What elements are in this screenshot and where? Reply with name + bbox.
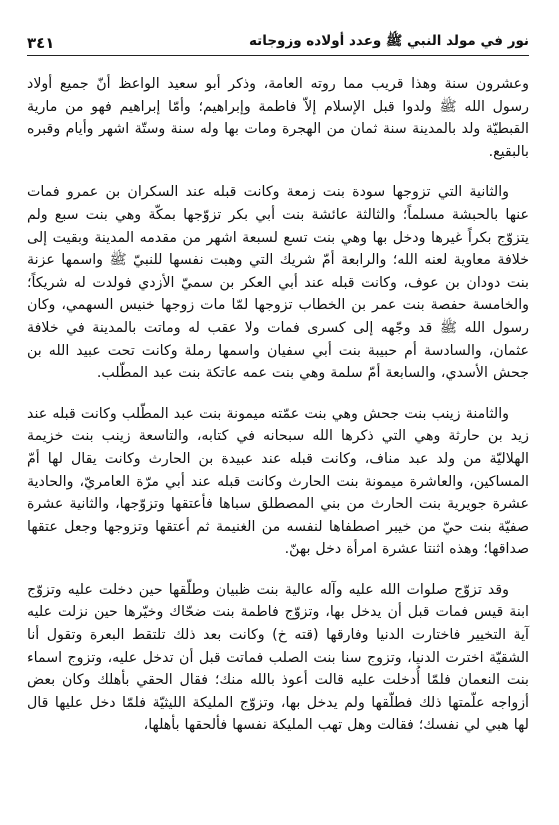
page-header xyxy=(27,28,529,56)
paragraph: والثانية التي تزوجها سودة بنت زمعة وكانت قبله عند السكران بن عمرو فمات عنها بالحبشة مسلماً؛ والثالثة عائشة بنت أبي بكر تزوّجها بمكّة وهي بنت سبع ولم يتزوّج بكراً غيرها ودخل بها وهي بنت تسع لسبعة اشهر من مقدمه المدينة وبقيت إلى خلافة معاوية لعنه الله؛ والرابعة أمّ شريك التي وهبت نفسها للنبيّ ﷺ واسمها عزنة بنت دودان بن عوف، وكانت قبله عند أبي العكر بن سميّ الأزدي فولدت له شريكاً؛ والخامسة حفصة بنت عمر بن الخطاب تزوجها لمّا مات زوجها خنيس السهمي، وكان رسول الله ﷺ قد وجّهه إلى كسرى فمات ولا عقب له وماتت بالمدينة في خلافة عثمان، والسادسة أم حبيبة بنت أبي سفيان واسمها رملة وكانت تحت عبيد الله بن جحش الأسدي، والسابعة أمّ سلمة وهي بنت عمه عاتكة بنت عبد المطّلب. xyxy=(27,184,529,382)
paragraph: وعشرون سنة وهذا قريب مما روته العامة، وذكر أبو سعيد الواعظ أنّ جميع أولاد رسول الله ﷺ ولدوا قبل الإسلام إلاّ فاطمة وإبراهيم؛ وأمّا إبراهيم فهو من مارية القبطيّة ولد بالمدينة سنة ثمان من الهجرة ومات بها وله سنة وستّة اشهر وأيام وقبره بالبقيع. xyxy=(27,76,529,160)
paragraph: والثامنة زينب بنت جحش وهي بنت عمّته ميمونة بنت عبد المطّلب وكانت قبله عند زيد بن حارثة وهي التي ذكرها الله سبحانه في كتابه، والتاسعة زينب بنت خزيمة الهلاليّة من ولد عبد مناف، وكانت قبله عند عبيدة بن الحارث وكانت يقال لها أمّ المساكين، والعاشرة ميمونة بنت الحارث وكانت قبله عند أبي مرّة العامريّ، والحادية عشرة جويرية بنت الحارث من بني المصطلق سباها فأعتقها وتزوّجها، والثانية عشرة صفيّة بنت حيّ من خيبر اصطفاها لنفسه من الغنيمة ثم أعتقها وتزوجها وجعل عتقها صداقها؛ وهذه اثنتا عشرة امرأة دخل بهنّ. xyxy=(27,405,529,558)
paragraph: وقد تزوّج صلوات الله عليه وآله عالية بنت ظبيان وطلّقها حين دخلت عليه وتزوّج ابنة قيس فمات قبل أن يدخل بها، وتزوّج فاطمة بنت ضحّاك وخيّرها حين نزلت عليه آية التخيير فاختارت الدنيا وفارقها (قته خ) وكانت بعد ذلك تلتقط البعرة وتقول أنا الشقيّة اخترت الدنيا، وتزوج سنا بنت الصلب فماتت قبل أن تدخل عليه، وتزوج اسماء بنت النعمان فلمّا أُدخلت عليه قالت أعوذ بالله منك؛ فقال الحقي بأهلك وكان بعض أزواجه علّمتها ذلك فطلّقها ولم يدخل بها، وتزوّج المليكة الليثيّة فلمّا دخل عليها قال لها هبي لي نفسك؛ فقالت وهل تهب المليكة نفسها فألحقها بأهلها، xyxy=(27,581,529,734)
running-title: نور في مولد النبي ﷺ وعدد أولاده وزوجاته xyxy=(249,33,529,49)
page-number: ٣٤١ xyxy=(27,34,55,52)
body-text xyxy=(27,73,529,737)
